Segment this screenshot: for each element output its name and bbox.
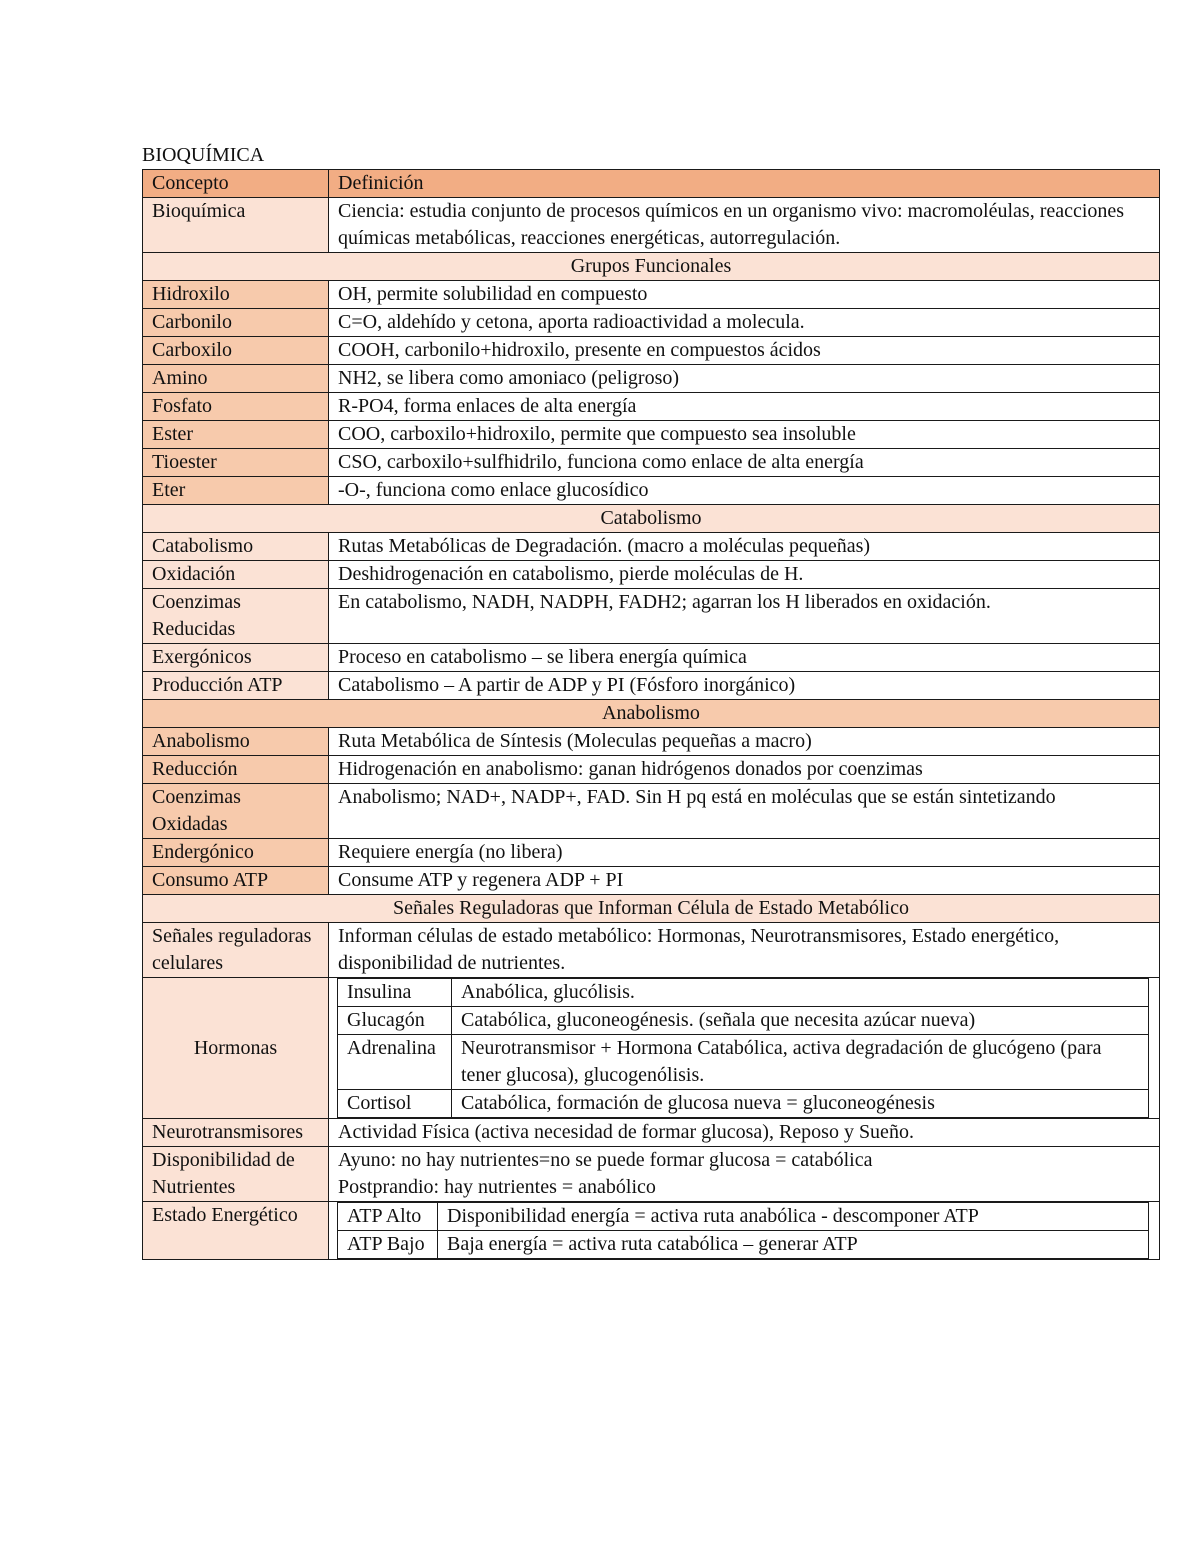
definition-cell: Consume ATP y regenera ADP + PI: [329, 867, 1160, 895]
hormone-row: [338, 1035, 1149, 1090]
hormone-row: [338, 1090, 1149, 1118]
table-row: [143, 533, 1160, 561]
definition-line: Postprandio: hay nutrientes = anabólico: [338, 1176, 656, 1198]
concept-cell: Amino: [143, 365, 329, 393]
section-row-grupos: [143, 253, 1160, 281]
definition-cell: COOH, carbonilo+hidroxilo, presente en compuestos ácidos: [329, 337, 1160, 365]
concept-cell: Hormonas: [143, 978, 329, 1119]
definition-cell: Deshidrogenación en catabolismo, pierde moléculas de H.: [329, 561, 1160, 589]
hormone-name: Adrenalina: [338, 1035, 452, 1090]
table-row: [143, 644, 1160, 672]
hormone-desc: Catabólica, gluconeogénesis. (señala que necesita azúcar nueva): [452, 1007, 1149, 1035]
concept-cell: Endergónico: [143, 839, 329, 867]
table-row: [143, 756, 1160, 784]
definition-cell: NH2, se libera como amoniaco (peligroso): [329, 365, 1160, 393]
definition-cell: Ruta Metabólica de Síntesis (Moleculas pequeñas a macro): [329, 728, 1160, 756]
definition-cell: Anabolismo; NAD+, NADP+, FAD. Sin H pq está en moléculas que se están sintetizando: [329, 784, 1160, 839]
table-header-row: [143, 170, 1160, 198]
concept-cell: Coenzimas Oxidadas: [143, 784, 329, 839]
hormonas-table: [337, 978, 1149, 1118]
definition-cell: Rutas Metabólicas de Degradación. (macro a moléculas pequeñas): [329, 533, 1160, 561]
hormone-name: Insulina: [338, 979, 452, 1007]
energy-desc: Baja energía = activa ruta catabólica – generar ATP: [438, 1231, 1149, 1259]
table-row: [143, 561, 1160, 589]
table-row: [143, 672, 1160, 700]
energy-row: [338, 1231, 1149, 1259]
definition-cell: C=O, aldehído y cetona, aporta radioactividad a molecula.: [329, 309, 1160, 337]
section-title: Señales Reguladoras que Informan Célula de Estado Metabólico: [143, 895, 1160, 923]
concept-cell: Neurotransmisores: [143, 1119, 329, 1147]
table-row: [143, 393, 1160, 421]
table-row: [143, 728, 1160, 756]
hormone-desc: Neurotransmisor + Hormona Catabólica, activa degradación de glucógeno (para tener glucosa), glucogenólisis.: [452, 1035, 1149, 1090]
energy-desc: Disponibilidad energía = activa ruta anabólica - descomponer ATP: [438, 1203, 1149, 1231]
definition-cell: Actividad Física (activa necesidad de formar glucosa), Reposo y Sueño.: [329, 1119, 1160, 1147]
definition-cell: Requiere energía (no libera): [329, 839, 1160, 867]
section-row-senales: [143, 895, 1160, 923]
concept-cell: Señales reguladoras celulares: [143, 923, 329, 978]
concept-cell: Exergónicos: [143, 644, 329, 672]
concept-cell: Carbonilo: [143, 309, 329, 337]
hormone-row: [338, 979, 1149, 1007]
energetico-nested-cell: [329, 1202, 1160, 1260]
table-row: [143, 198, 1160, 253]
definition-cell: R-PO4, forma enlaces de alta energía: [329, 393, 1160, 421]
table-row: [143, 449, 1160, 477]
concept-cell: Disponibilidad de Nutrientes: [143, 1147, 329, 1202]
energy-row: [338, 1203, 1149, 1231]
definition-cell: -O-, funciona como enlace glucosídico: [329, 477, 1160, 505]
concept-cell: Carboxilo: [143, 337, 329, 365]
table-row: [143, 923, 1160, 978]
definition-cell: Informan células de estado metabólico: Hormonas, Neurotransmisores, Estado energético, disponibilidad de nutrientes.: [329, 923, 1160, 978]
biochem-table: [142, 169, 1160, 1260]
definition-cell: COO, carboxilo+hidroxilo, permite que compuesto sea insoluble: [329, 421, 1160, 449]
definition-line: Ayuno: no hay nutrientes=no se puede formar glucosa = catabólica: [338, 1149, 873, 1171]
section-row-anabolismo: [143, 700, 1160, 728]
concept-cell: Fosfato: [143, 393, 329, 421]
concept-cell: Coenzimas Reducidas: [143, 589, 329, 644]
energetico-table: [337, 1202, 1149, 1259]
page-title: BIOQUÍMICA: [142, 144, 265, 166]
hormone-desc: Catabólica, formación de glucosa nueva = gluconeogénesis: [452, 1090, 1149, 1118]
table-row: [143, 839, 1160, 867]
hormonas-nested-cell: [329, 978, 1160, 1119]
table-row: [143, 281, 1160, 309]
table-row: [143, 477, 1160, 505]
hormone-name: Glucagón: [338, 1007, 452, 1035]
table-row: [143, 867, 1160, 895]
table-row: [143, 1147, 1160, 1202]
table-row: [143, 421, 1160, 449]
table-row: [143, 784, 1160, 839]
concept-cell: Catabolismo: [143, 533, 329, 561]
definition-cell: Ciencia: estudia conjunto de procesos químicos en un organismo vivo: macromoléulas, reacciones químicas metabólicas, reacciones energéticas, autorregulación.: [329, 198, 1160, 253]
concept-cell: Ester: [143, 421, 329, 449]
concept-cell: Estado Energético: [143, 1202, 329, 1260]
concept-cell: Bioquímica: [143, 198, 329, 253]
definition-cell: Proceso en catabolismo – se libera energía química: [329, 644, 1160, 672]
definition-cell: Hidrogenación en anabolismo: ganan hidrógenos donados por coenzimas: [329, 756, 1160, 784]
section-title: Catabolismo: [143, 505, 1160, 533]
concept-cell: Reducción: [143, 756, 329, 784]
table-row: [143, 337, 1160, 365]
hormone-row: [338, 1007, 1149, 1035]
header-concept: Concepto: [143, 170, 329, 198]
energy-name: ATP Alto: [338, 1203, 438, 1231]
table-row: [143, 309, 1160, 337]
definition-cell: CSO, carboxilo+sulfhidrilo, funciona como enlace de alta energía: [329, 449, 1160, 477]
definition-cell: Catabolismo – A partir de ADP y PI (Fósforo inorgánico): [329, 672, 1160, 700]
concept-cell: Tioester: [143, 449, 329, 477]
energy-name: ATP Bajo: [338, 1231, 438, 1259]
table-row: [143, 1119, 1160, 1147]
energetico-row: [143, 1202, 1160, 1260]
concept-cell: Anabolismo: [143, 728, 329, 756]
table-row: [143, 589, 1160, 644]
header-definition: Definición: [329, 170, 1160, 198]
definition-cell: OH, permite solubilidad en compuesto: [329, 281, 1160, 309]
section-title: Grupos Funcionales: [143, 253, 1160, 281]
hormone-desc: Anabólica, glucólisis.: [452, 979, 1149, 1007]
definition-cell: En catabolismo, NADH, NADPH, FADH2; agarran los H liberados en oxidación.: [329, 589, 1160, 644]
hormonas-row: [143, 978, 1160, 1119]
concept-cell: Eter: [143, 477, 329, 505]
section-row-catabolismo: [143, 505, 1160, 533]
concept-cell: Oxidación: [143, 561, 329, 589]
section-title: Anabolismo: [143, 700, 1160, 728]
hormone-name: Cortisol: [338, 1090, 452, 1118]
table-row: [143, 365, 1160, 393]
definition-cell: [329, 1147, 1160, 1202]
concept-cell: Consumo ATP: [143, 867, 329, 895]
concept-cell: Hidroxilo: [143, 281, 329, 309]
concept-cell: Producción ATP: [143, 672, 329, 700]
